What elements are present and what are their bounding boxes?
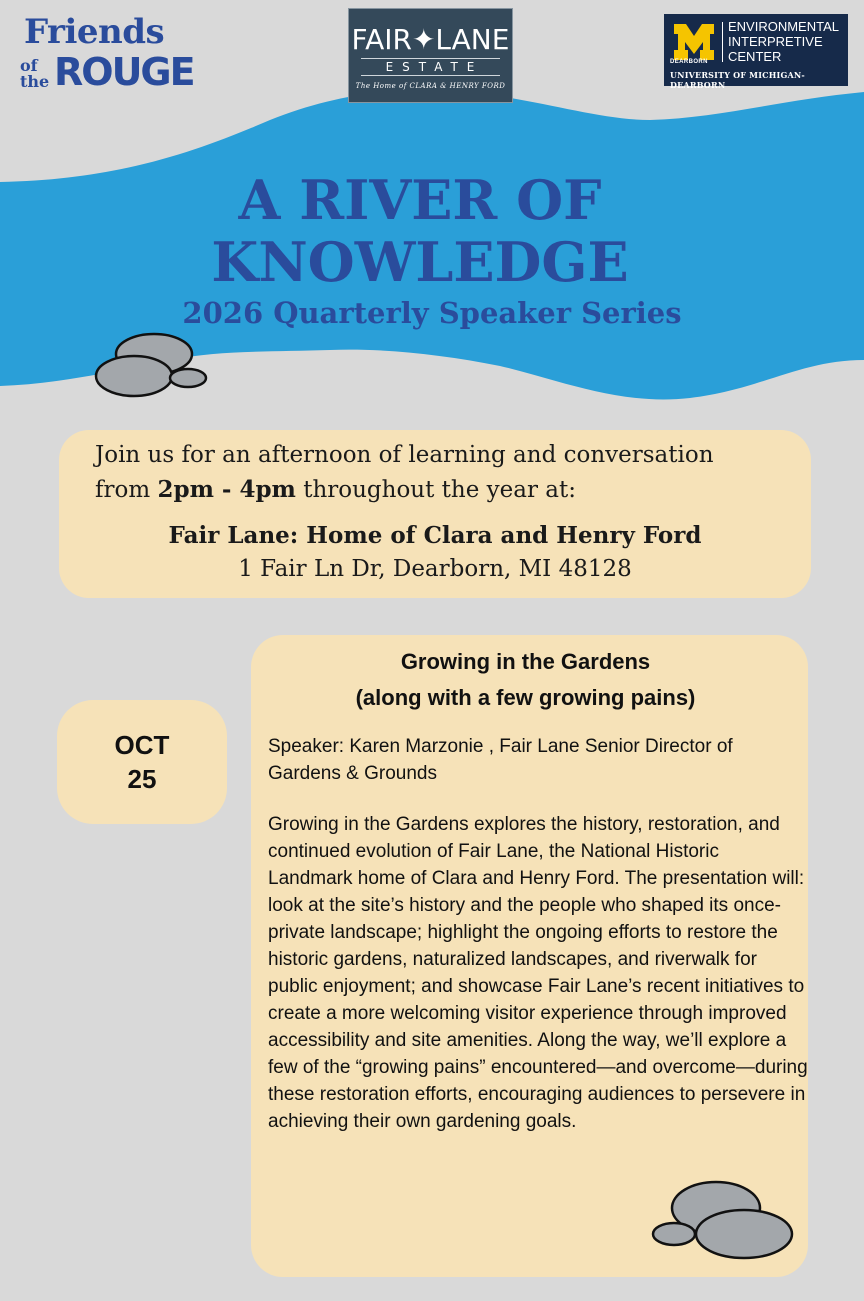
event-date-badge [57,700,227,824]
divider [722,22,723,62]
event-month: OCT [114,730,170,760]
event-title-line-1: Growing in the Gardens [400,649,651,674]
venue-name: Fair Lane: Home of Clara and Henry Ford [168,522,702,549]
title-line-1: A RIVER OF [238,168,602,232]
info-box: Join us for an afternoon of learning and conversation from 2pm - 4pm throughout the year at: Fair Lane: Home of Clara and Henry Ford 1 Fair Ln Dr, Dearborn, MI 48128 [59,430,811,598]
rocks-icon [92,330,212,402]
fair-lane-estate-logo: FAIR✦LANE ESTATE The Home of CLARA & HENRY FORD [348,8,513,103]
time-line: from 2pm - 4pm throughout the year at: [95,476,576,503]
title-line-2: KNOWLEDGE [211,230,629,294]
rocks-icon [646,1174,796,1264]
umich-eic-logo: DEARBORN ENVIRONMENTAL INTERPRETIVE CENTER UNIVERSITY OF MICHIGAN-DEARBORN [664,14,848,86]
block-m-icon [672,22,716,62]
event-day: 25 [127,764,157,794]
event-speaker: Speaker: Karen Marzonie , Fair Lane Senior Director of Gardens & Grounds [268,736,733,784]
eic-text: ENVIRONMENTAL INTERPRETIVE CENTER [728,19,839,64]
subtitle: 2026 Quarterly Speaker Series [182,296,682,330]
event-description: Growing in the Gardens explores the history, restoration, and continued evolution of Fair Lane, the National Historic Landmark home of Clara and Henry Ford. The presentation will: look at the site’s history and the people who shaped its once-private landscape; highlight the ongoing efforts to restore the historic gardens, naturalized landscapes, and riverwalk for public enjoyment; and showcase Fair Lane’s recent initiatives to create a more welcoming visitor experience through improved accessibility and site amenities. Along the way, we’ll explore a few of the “growing pains” encountered—and overcome—during these restoration efforts, encouraging audiences to persevere in achieving their own gardening goals. [268,814,808,1132]
event-title-line-2: (along with a few growing pains) [355,685,696,710]
venue-address: 1 Fair Ln Dr, Dearborn, MI 48128 [238,556,632,582]
friends-of-the-rouge-logo: Friends of the ROUGE [20,12,194,94]
